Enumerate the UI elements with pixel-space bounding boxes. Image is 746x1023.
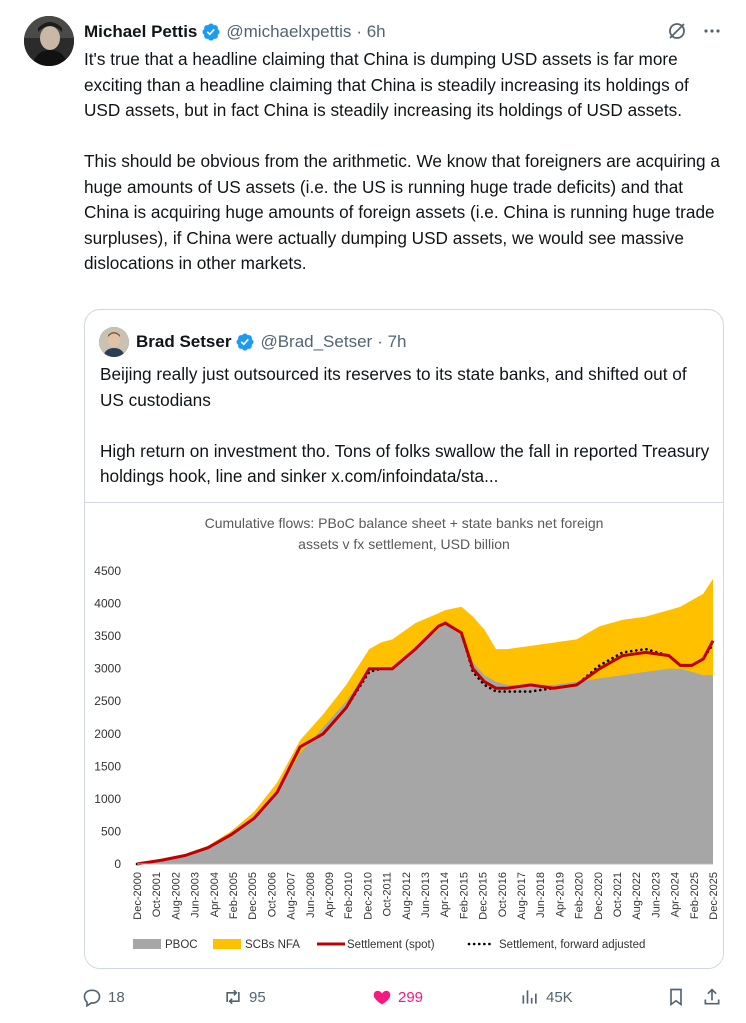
more-options-icon[interactable] [702,21,722,41]
legend-label-pboc: PBOC [165,939,198,951]
quote-header [99,326,407,358]
verified-badge-icon [201,22,221,42]
x-tick-label: Jun-2013 [420,872,432,918]
quote-time[interactable]: · 7h [377,332,407,351]
x-tick-label: Jun-2023 [650,872,663,918]
x-tick-label: Dec-2020 [592,872,605,920]
x-tick-label: Jun-2018 [535,872,548,918]
x-tick-label: Aug-2017 [516,872,528,920]
x-tick-label: Oct-2021 [612,872,624,918]
quote-text: Beijing really just outsourced its reserves to its state banks, and shifted out of US custodians High return on investment tho. Tons of folks swallow the fall in reported Treasury holdings hook, line and sinker x.com/infoindata/sta... [100,364,710,486]
chart-image[interactable] [85,502,723,968]
x-tick-label: Apr-2019 [554,872,567,918]
legend-label-settlement-spot: Settlement (spot) [347,939,435,951]
bookmark-icon [666,987,686,1007]
chart-title-line1: Cumulative flows: PBoC balance sheet + state banks net foreign [204,515,604,531]
repost-button[interactable] [223,985,266,1009]
grok-icon[interactable] [666,20,688,42]
y-tick-label: 2000 [94,726,121,741]
share-button[interactable] [702,985,722,1009]
x-tick-label: Dec-2025 [708,872,720,920]
x-tick-label: Apr-2014 [439,872,452,918]
x-tick-label: Apr-2009 [324,872,336,918]
x-tick-label: Oct-2011 [381,872,394,917]
y-tick-label: 3000 [94,661,121,676]
repost-count: 95 [249,988,266,1006]
author-handle[interactable]: @michaelxpettis [226,22,352,41]
quote-tweet[interactable] [84,309,724,969]
x-tick-label: Feb-2015 [458,872,471,920]
verified-badge-icon [235,332,255,352]
reply-icon [82,987,102,1007]
tweet-time[interactable]: · 6h [356,22,386,41]
author-name[interactable]: Michael Pettis [84,22,198,41]
x-tick-label: Oct-2006 [266,872,279,918]
views-icon [520,987,540,1007]
legend-label-scbs-nfa: SCBs NFA [245,939,300,951]
y-tick-label: 1500 [94,759,121,774]
legend-label-settlement-forward: Settlement, forward adjusted [499,939,646,951]
heart-icon [372,987,392,1007]
views-button[interactable] [520,985,573,1009]
x-tick-label: Dec-2000 [132,872,144,920]
quote-author-name[interactable]: Brad Setser [136,332,232,351]
x-tick-label: Feb-2005 [228,872,240,920]
y-tick-label: 4000 [94,596,121,611]
action-bar [82,985,724,1009]
y-tick-label: 500 [100,824,121,839]
x-tick-label: Dec-2005 [247,872,260,920]
x-tick-label: Dec-2010 [362,872,375,920]
x-tick-label: Jun-2008 [304,872,317,918]
quote-author-avatar[interactable] [99,327,129,357]
x-tick-label: Aug-2012 [400,872,413,920]
x-tick-label: Aug-2022 [631,872,644,920]
x-tick-label: Jun-2003 [189,872,202,918]
tweet-header [84,20,722,44]
x-tick-label: Feb-2025 [688,872,701,920]
y-tick-label: 3500 [94,629,121,644]
reply-button[interactable] [82,985,125,1009]
y-tick-label: 1000 [94,791,121,806]
x-tick-label: Aug-2007 [285,872,298,920]
legend-swatch-scbs-nfa [213,939,241,949]
x-tick-label: Apr-2004 [208,872,221,918]
bookmark-button[interactable] [666,985,686,1009]
quote-author-handle[interactable]: @Brad_Setser [260,332,373,351]
legend-swatch-pboc [133,939,161,949]
x-tick-label: Oct-2001 [151,872,164,918]
y-tick-label: 0 [114,857,121,871]
like-count: 299 [398,988,424,1006]
repost-icon [223,987,243,1007]
author-avatar[interactable] [24,16,74,66]
y-tick-label: 2500 [94,694,121,709]
like-button[interactable] [372,985,423,1009]
x-tick-label: Aug-2002 [170,872,183,920]
y-tick-label: 4500 [94,564,121,578]
tweet-text: It's true that a headline claiming that China is dumping USD assets is far more exciting than a headline claiming that China is steadily increasing its holdings of USD assets, but in fact China is steadily increasing its holdings of USD assets. This should be obvious from the arithmetic. We know that foreigners are acquiring a huge amounts of US assets (i.e. the US is running huge trade deficits) and that China is acquiring huge amounts of foreign assets (i.e. China is running huge trade surpluses), if China were actually dumping USD assets, we would see massive dislocations in other markets. [84,49,720,273]
views-count: 45K [546,988,573,1006]
share-icon [702,987,722,1007]
reply-count: 18 [108,988,125,1006]
x-tick-label: Feb-2010 [343,872,356,920]
chart [85,503,723,969]
chart-title-line2: assets v fx settlement, USD billion [298,536,510,552]
x-tick-label: Feb-2020 [573,872,586,920]
x-tick-label: Dec-2015 [477,872,490,920]
x-tick-label: Oct-2016 [496,872,509,918]
x-tick-label: Apr-2024 [669,872,682,918]
